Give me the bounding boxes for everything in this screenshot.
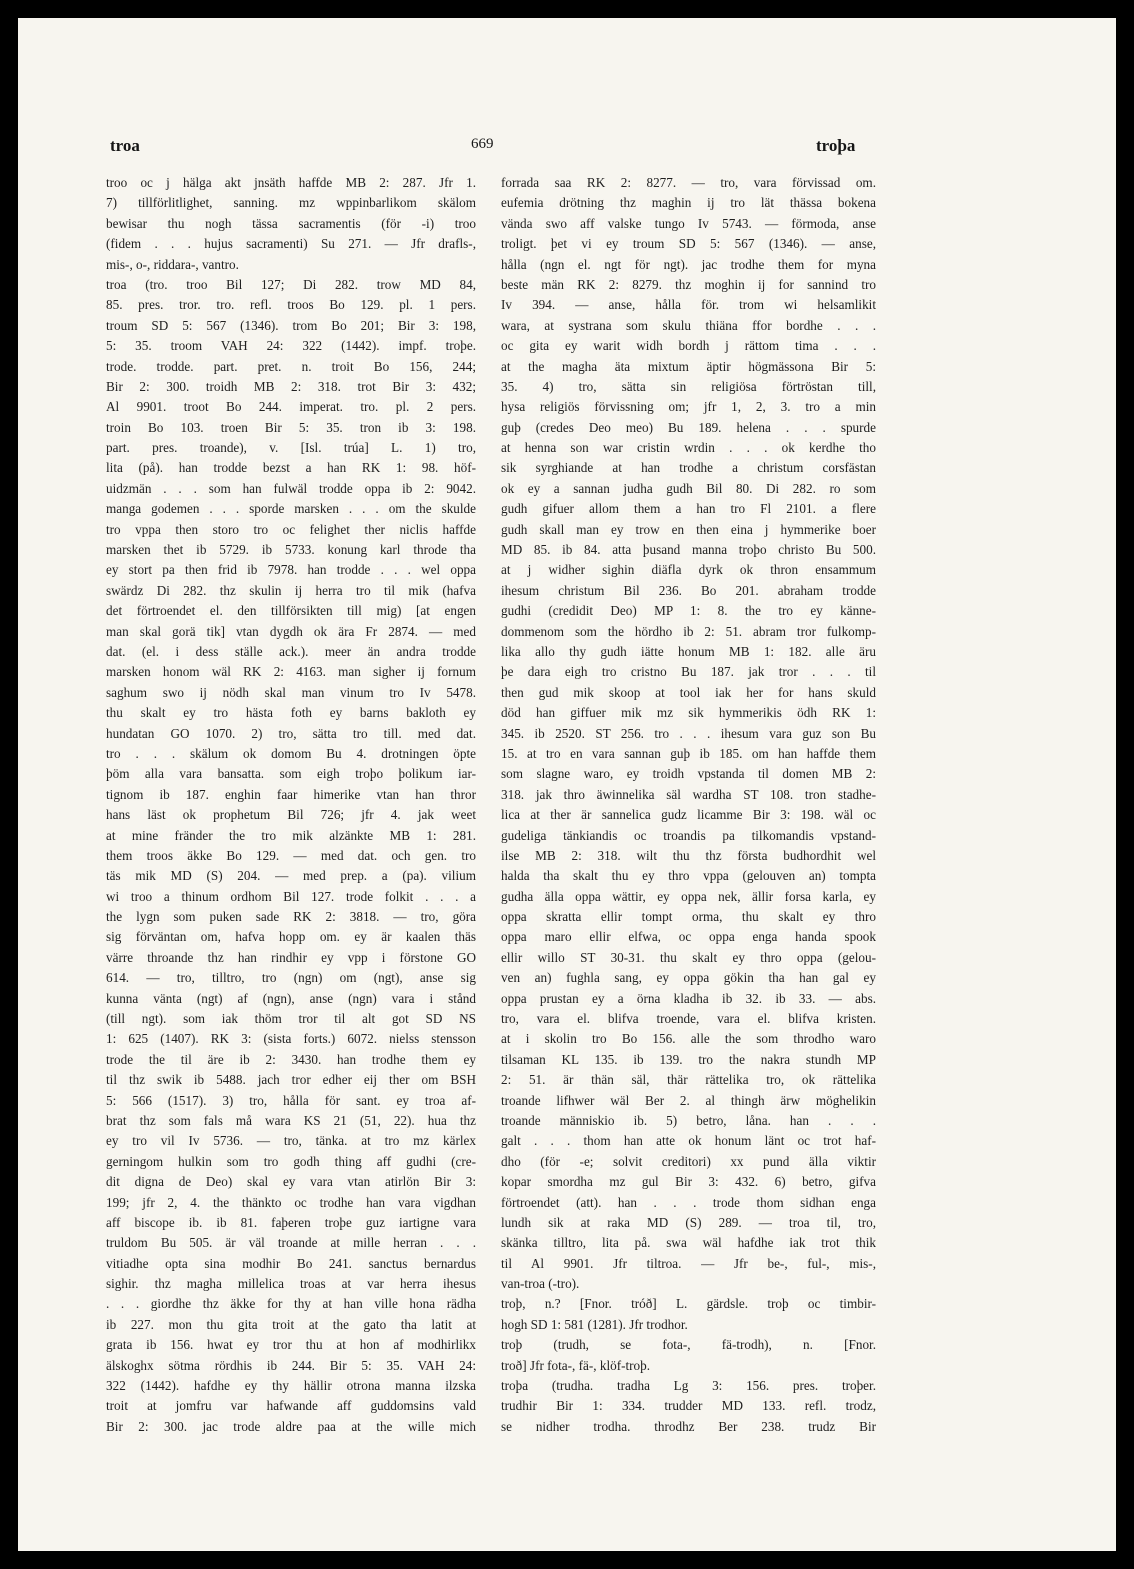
text-line: troin Bo 103. troen Bir 5: 35. tron ib 3: 198. <box>106 419 476 435</box>
text-line: gudhi (credidit Deo) MP 1: 8. the tro ey känne- <box>501 603 876 619</box>
text-line: lita (på). han trodde bezst a han RK 1: 98. höf- <box>106 460 476 476</box>
text-line: ok ey a sannan judha gudh Bil 80. Di 282. ro som <box>501 480 876 496</box>
text-line: Bir 2: 300. troidh MB 2: 318. trot Bir 3: 432; <box>106 378 476 394</box>
text-line: troþa (trudha. tradha Lg 3: 156. pres. troþer. <box>501 1378 876 1394</box>
text-line: then gud mik skoop at tool iak her for hans skuld <box>501 684 876 700</box>
text-line: marsken honom wäl RK 2: 4163. man sigher ij fornum <box>106 664 476 680</box>
text-line: 15. at tro en vara sannan guþ ib 185. om han haffde them <box>501 745 876 761</box>
text-line: gudha älla oppa wättir, ey oppa nek, ällir forsa karla, ey <box>501 888 876 904</box>
text-line: förtroendet (att). han . . . trode thom sidhan enga <box>501 1194 876 1210</box>
text-line: trudhir Bir 1: 334. trudder MD 133. refl. trodz, <box>501 1398 876 1414</box>
running-head-left: troa <box>110 136 140 155</box>
text-line: truldom Bu 505. är väl troande at mille herran . . . <box>106 1235 476 1251</box>
text-line: kopar smordha mz gul Bir 3: 432. 6) betro, gifva <box>501 1174 876 1190</box>
text-line: trode the til äre ib 2: 3430. han trodhe them ey <box>106 1051 476 1067</box>
text-line: det förtroendet el. den tillförsikten till mig) [at engen <box>106 603 476 619</box>
page-number: 669 <box>471 136 494 152</box>
text-line: van-troa (-tro). <box>501 1276 580 1292</box>
text-line: uidzmän . . . som han fulwäl trodde oppa ib 2: 9042. <box>106 480 476 496</box>
text-line: troð] Jfr fota-, fä-, klöf-troþ. <box>501 1357 651 1373</box>
text-line: 35. 4) tro, sätta sin religiösa förtröstan till, <box>501 378 876 394</box>
text-line: tro, vara el. blifva troende, vara el. blifva kristen. <box>501 1011 876 1027</box>
text-line: lica at ther är sannelica gudz licamme Bir 3: 198. wäl oc <box>501 807 876 823</box>
text-line: . . . giordhe thz äkke for thy at han ville hona rädha <box>106 1296 476 1312</box>
text-line: 318. jak thro äwinnelika säl wardha ST 108. tron stadhe- <box>501 786 876 802</box>
text-line: dat. (el. i dess ställe ack.). meer än andra trodde <box>106 643 476 659</box>
text-line: sik syrghiande at han trodhe a christum corsfästan <box>501 460 876 476</box>
text-line: hundatan GO 1070. 2) tro, sätta tro till. med dat. <box>106 725 476 741</box>
text-line: troande lifhwer wäl Ber 2. al thingh ärw möghelikin <box>501 1092 876 1108</box>
text-line: troum SD 5: 567 (1346). trom Bo 201; Bir 3: 198, <box>106 317 476 333</box>
text-line: man skal gorä tik] vtan dygdh ok ära Fr 2874. — med <box>106 623 476 639</box>
dictionary-page <box>18 18 1116 1551</box>
text-line: til Al 9901. Jfr tiltroa. — Jfr be-, ful-, mis-, <box>501 1255 876 1271</box>
text-line: tilsaman KL 135. ib 139. tro the nakra stundh MP <box>501 1051 876 1067</box>
text-line: troande människio ib. 5) betro, låna. han . . . <box>501 1112 876 1128</box>
text-line: troit at jomfru var hafwande aff guddomsins vald <box>106 1398 476 1414</box>
text-line: þöm alla vara bansatta. som eigh troþo þolikum iar- <box>106 766 476 782</box>
text-line: mis-, o-, riddara-, vantro. <box>106 256 239 272</box>
text-line: brat thz som fals må wara KS 21 (51, 22). hua thz <box>106 1112 476 1128</box>
text-line: vända swo aff valske tungo Iv 5743. — förmoda, anse <box>501 215 876 231</box>
text-line: grata ib 156. hwat ey tror thu at hon af modhirlikx <box>106 1337 476 1353</box>
text-line: marsken thet ib 5729. ib 5733. konung karl throde tha <box>106 542 476 558</box>
text-line: täs mik MD (S) 204. — med prep. a (pa). vilium <box>106 868 476 884</box>
text-line: dit digna de Deo) skal ey vara vtan atirlön Bir 3: <box>106 1174 476 1190</box>
text-line: troligt. þet vi ey troum SD 5: 567 (1346). — anse, <box>501 236 876 252</box>
text-line: the lygn som puken sade RK 2: 3818. — tro, göra <box>106 909 476 925</box>
text-line: sighir. thz magha millelica troas at var herra ihesus <box>106 1276 476 1292</box>
text-line: gudh skall man ey trow en then eina j hymmerike boer <box>501 521 876 537</box>
text-line: tro vppa then storo tro oc felighet ther niclis haffde <box>106 521 476 537</box>
text-line: värre throande thz han rindhir ey vpp i förstone GO <box>106 949 476 965</box>
text-line: lundh sik at raka MD (S) 289. — troa til, tro, <box>501 1214 876 1230</box>
text-line: oppa prustan ey a örna kladha ib 32. ib 33. — abs. <box>501 990 876 1006</box>
text-line: 5: 35. troom VAH 24: 322 (1442). impf. troþe. <box>106 338 476 354</box>
left-column <box>106 173 476 1437</box>
text-line: ey stort pa then frid ib 7978. han trodde . . . wel oppa <box>106 562 476 578</box>
text-line: 322 (1442). hafdhe ey thy hällir otrona manna ilzska <box>106 1378 476 1394</box>
text-line: dho (för -e; solvit creditori) xx pund älla viktir <box>501 1153 876 1169</box>
text-line: hysa religiös förvissning om; jfr 1, 2, 3. tro a min <box>501 399 876 415</box>
text-line: gudh gifuer allom them a han tro Fl 2101. a flere <box>501 501 876 517</box>
text-line: (till ngt). som iak thöm tror til alt got SD NS <box>106 1011 476 1027</box>
text-line: manga godemen . . . sporde marsken . . . om the skulde <box>106 501 476 517</box>
text-line: se nidher trodha. throdhz Ber 238. trudz Bir <box>501 1418 876 1434</box>
text-line: 7) tillförlitlighet, sanning. mz wppinbarlikom skälom <box>106 195 476 211</box>
text-line: hans läst ok prophetum Bil 726; jfr 4. jak weet <box>106 807 476 823</box>
text-line: thu skalt ey tro hästa foth ey barns bakloth ey <box>106 705 476 721</box>
text-line: skänka tilltro, lita på. swa wäl hafdhe iak trot thik <box>501 1235 876 1251</box>
text-line: til thz swik ib 5488. jach tror edher eij ther om BSH <box>106 1072 476 1088</box>
text-line: trode. trodde. part. pret. n. troit Bo 156, 244; <box>106 358 476 374</box>
text-line: hålla (ngn el. ngt för ngt). jac trodhe them for myna <box>501 256 876 272</box>
text-line: ib 227. mon thu gita troit at the gato tha latit at <box>106 1316 476 1332</box>
text-line: oppa skratta ellir tompt orma, thu skalt ey thro <box>501 909 876 925</box>
text-line: at the magha äta mixtum äptir högmässona Bir 5: <box>501 358 876 374</box>
text-line: kunna vänta (ngt) af (ngn), anse (ngn) vara i stånd <box>106 990 476 1006</box>
text-line: 85. pres. tror. tro. refl. troos Bo 129. pl. 1 pers. <box>106 297 476 313</box>
text-line: 2: 51. är thän säl, thär rättelika tro, ok rättelika <box>501 1072 876 1088</box>
text-line: Bir 2: 300. jac trode aldre paa at the wille mich <box>106 1418 476 1434</box>
text-line: lika allo thy gudh iätte honum MB 1: 182. alle äru <box>501 643 876 659</box>
text-line: ilse MB 2: 318. wilt thu thz första budhordhit wel <box>501 847 876 863</box>
text-line: gerningom hulkin som tro godh thing aff gudhi (cre- <box>106 1153 476 1169</box>
text-line: som slagne waro, ey troidh vpstanda til domen MB 2: <box>501 766 876 782</box>
text-line: ey tro vil Iv 5736. — tro, tänka. at tro mz kärlex <box>106 1133 476 1149</box>
text-line: 5: 566 (1517). 3) tro, hålla för sant. ey troa af- <box>106 1092 476 1108</box>
text-line: forrada saa RK 2: 8277. — tro, vara förvissad om. <box>501 175 876 190</box>
text-line: þe dara eigh tro cristno Bu 187. jak tror . . . til <box>501 664 876 680</box>
text-line: oc gita ey warit widh bordh j rättom tima . . . <box>501 338 876 354</box>
text-line: at i skolin tro Bo 156. alle the som throdho waro <box>501 1031 876 1047</box>
text-line: troþ (trudh, se fota-, fä-trodh), n. [Fnor. <box>501 1337 876 1353</box>
text-line: Al 9901. troot Bo 244. imperat. tro. pl. 2 pers. <box>106 399 476 415</box>
text-line: troa (tro. troo Bil 127; Di 282. trow MD 84, <box>106 276 476 292</box>
text-line: (fidem . . . hujus sacramenti) Su 271. — Jfr drafls-, <box>106 236 476 252</box>
text-line: ihesum christum Bil 236. Bo 201. abraham trodde <box>501 582 876 598</box>
text-line: wi troo a thinum ordhom Bil 127. trode folkit . . . a <box>106 888 476 904</box>
text-line: död han giffuer mik mz sik hymmerikis ödh RK 1: <box>501 705 876 721</box>
text-line: them troos äkke Bo 129. — med dat. och gen. tro <box>106 847 476 863</box>
text-line: troþ, n.? [Fnor. tróð] L. gärdsle. troþ oc timbir- <box>501 1296 876 1312</box>
text-line: oppa maro ellir elfwa, oc oppa enga handa spook <box>501 929 876 945</box>
text-line: aff biscope ib. ib 81. faþeren troþe guz iartigne vara <box>106 1214 476 1230</box>
right-column <box>501 173 876 1437</box>
text-line: halda tha skalt thu ey thro vppa (gelouven an) tompta <box>501 868 876 884</box>
text-line: at j widher sighin diäfla dyrk ok thron ensammum <box>501 562 876 578</box>
text-line: wara, at systrana som skulu thiäna ffor bordhe . . . <box>501 317 876 333</box>
text-line: part. pres. troande), v. [Isl. trúa] L. 1) tro, <box>106 440 476 456</box>
text-line: 1: 625 (1407). RK 3: (sista forts.) 6072. nielss stensson <box>106 1031 476 1047</box>
text-line: at henna son war cristin wrdin . . . ok kerdhe tho <box>501 440 876 456</box>
text-line: hogh SD 1: 581 (1281). Jfr trodhor. <box>501 1316 688 1332</box>
text-line: beste män RK 2: 8279. thz moghin ij for sannind tro <box>501 276 876 292</box>
text-line: eufemia drötning thz maghin ij tro lät thässa bokena <box>501 195 876 211</box>
text-line: vitiadhe opta sina modhir Bo 241. sanctus bernardus <box>106 1255 476 1271</box>
text-line: saghum swo ij nödh skal man vinum tro Iv 5478. <box>106 684 476 700</box>
text-line: bewisar thu nogh tässa sacramentis (för -i) troo <box>106 215 476 231</box>
text-line: 199; jfr 2, 4. the thänkto oc trodhe han vara vigdhan <box>106 1194 476 1210</box>
text-line: sig förväntan om, hafva hopp om. ey är kaalen thäs <box>106 929 476 945</box>
text-line: tro . . . skälum ok domom Bu 4. drotningen öpte <box>106 745 476 761</box>
text-line: galt . . . thom han atte ok honum länt oc trot haf- <box>501 1133 876 1149</box>
text-line: ven an) fughla sang, ey oppa gökin tha han gal ey <box>501 970 876 986</box>
text-line: ellir willo ST 30-31. thu skalt ey thro oppa (gelou- <box>501 949 876 965</box>
text-line: troo oc j hälga akt jnsäth haffde MB 2: 287. Jfr 1. <box>106 175 476 190</box>
text-line: at mine fränder the tro mik alzänkte MB 1: 281. <box>106 827 476 843</box>
text-line: guþ (credes Deo meo) Bu 189. helena . . . spurde <box>501 419 876 435</box>
text-line: Iv 394. — anse, hålla för. trom wi helsamlikit <box>501 297 876 313</box>
text-line: MD 85. ib 84. atta þusand manna troþo christo Bu 500. <box>501 542 876 558</box>
text-line: älskoghx sötma rördhis ib 244. Bir 5: 35. VAH 24: <box>106 1357 476 1373</box>
text-line: 614. — tro, tilltro, tro (ngn) om (ngt), anse sig <box>106 970 476 986</box>
text-line: tignom ib 187. enghin faar himerike vtan han thror <box>106 786 476 802</box>
text-line: gudeliga tänkiandis oc troandis pa tilkomandis vpstand- <box>501 827 876 843</box>
text-line: dommenom som the hördho ib 2: 51. abram tror fulkomp- <box>501 623 876 639</box>
running-head-right: troþa <box>816 136 856 155</box>
text-line: swärdz Di 282. thz skulin ij herra tro til mik (hafva <box>106 582 476 598</box>
text-line: 345. ib 2520. ST 256. tro . . . ihesum vara guz son Bu <box>501 725 876 741</box>
